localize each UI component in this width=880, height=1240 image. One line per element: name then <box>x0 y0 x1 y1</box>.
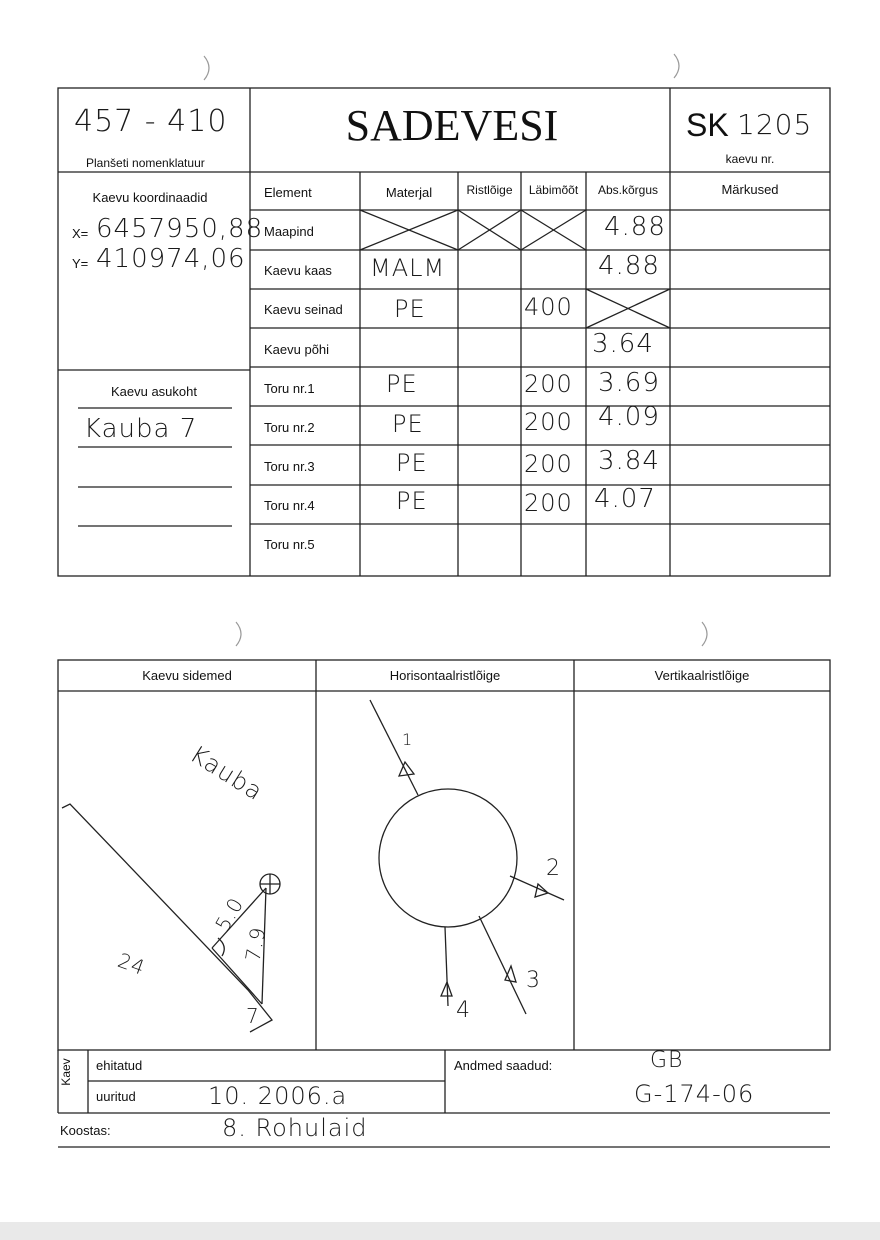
location-sketch <box>62 804 280 1032</box>
page-title: SADEVESI <box>345 101 559 150</box>
data-value-2: G-174-06 <box>634 1080 755 1108</box>
x-value: 6457950,88 <box>96 214 264 244</box>
y-prefix: Y= <box>72 256 89 271</box>
sheet-label: Planšeti nomenklatuur <box>86 156 205 170</box>
surveyed-label: uuritud <box>96 1089 136 1104</box>
row-labimoot: 200 <box>524 450 573 478</box>
row-abs: 4.07 <box>594 484 656 514</box>
col-vertikaal: Vertikaalristlõige <box>654 668 750 683</box>
pipe-label: 1 <box>402 730 414 749</box>
row-labimoot: 400 <box>524 293 573 321</box>
row-abs: 3.69 <box>598 368 660 398</box>
row-labimoot: 200 <box>524 370 573 398</box>
row-materjal: MALM <box>370 254 446 282</box>
location-label: Kaevu asukoht <box>110 384 197 399</box>
th-markused: Märkused <box>721 182 779 197</box>
th-element: Element <box>264 185 312 200</box>
x-prefix: X= <box>72 226 89 241</box>
pipe-label: 3 <box>526 968 541 993</box>
col-kaevu-sidemed: Kaevu sidemed <box>142 668 232 683</box>
row-abs: 4.88 <box>604 212 666 242</box>
well-label: kaevu nr. <box>725 152 775 166</box>
row-abs: 4.88 <box>598 251 660 281</box>
row-materjal: PE <box>392 410 424 438</box>
built-label: ehitatud <box>96 1058 143 1073</box>
sketch-dist-2: 7.9 <box>240 924 271 964</box>
row-labimoot: 200 <box>524 489 573 517</box>
sheet-number: 457 - 410 <box>74 104 228 139</box>
row-element: Maapind <box>264 224 314 239</box>
sketch-street: Kauba <box>185 740 269 807</box>
row-materjal: PE <box>394 295 426 323</box>
sketch-dist-3: 24 <box>114 948 149 980</box>
col-horisontaal: Horisontaalristlõige <box>389 668 501 683</box>
surveyed-value: 10. 2006.a <box>208 1082 348 1110</box>
row-labimoot: 200 <box>524 408 573 436</box>
th-materjal: Materjal <box>385 185 433 200</box>
location-value: Kauba 7 <box>84 414 198 444</box>
row-element: Toru nr.4 <box>264 498 315 513</box>
row-materjal: PE <box>386 370 418 398</box>
coords-label: Kaevu koordinaadid <box>92 190 208 205</box>
data-value-1: GB <box>650 1048 684 1073</box>
row-element: Toru nr.1 <box>264 381 315 396</box>
horizontal-section <box>370 700 564 1014</box>
row-element: Kaevu kaas <box>264 263 332 278</box>
row-abs: 3.64 <box>592 329 654 359</box>
th-ristloige: Ristlõige <box>466 183 513 197</box>
sketch-dist-1: 5.0 <box>210 892 249 936</box>
well-number: 1205 <box>737 108 813 141</box>
y-value: 410974,06 <box>96 244 246 274</box>
th-abs: Abs.kõrgus <box>597 183 659 197</box>
well-prefix: SK <box>686 107 729 143</box>
row-abs: 3.84 <box>598 446 660 476</box>
author-value: 8. Rohulaid <box>222 1114 368 1142</box>
row-element: Toru nr.2 <box>264 420 315 435</box>
row-element: Toru nr.5 <box>264 537 315 552</box>
data-label: Andmed saadud: <box>454 1058 553 1073</box>
row-abs: 4.09 <box>598 402 660 432</box>
pipe-label: 4 <box>456 998 471 1023</box>
th-labimoot: Läbimõõt <box>528 183 579 197</box>
pipe-label: 2 <box>546 856 561 881</box>
row-element: Toru nr.3 <box>264 459 315 474</box>
row-materjal: PE <box>396 449 428 477</box>
row-element: Kaevu seinad <box>264 302 343 317</box>
kaev-side-label: Kaev <box>59 1058 73 1086</box>
sketch-dist-4: 7 <box>246 1004 260 1028</box>
row-element: Kaevu põhi <box>264 342 330 357</box>
row-materjal: PE <box>396 487 428 515</box>
author-label: Koostas: <box>60 1123 111 1138</box>
scan-edge <box>0 1222 880 1240</box>
